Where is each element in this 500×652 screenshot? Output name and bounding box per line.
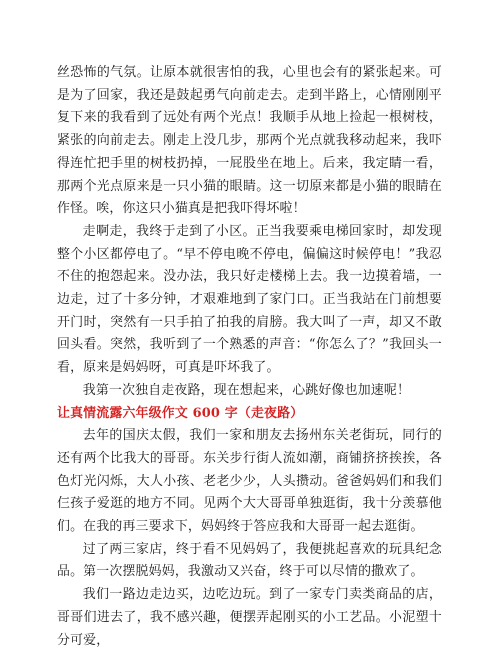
section-heading: 让真情流露六年级作文 600 字（走夜路） bbox=[57, 405, 304, 421]
paragraph-1: 丝恐怖的气氛。让原本就很害怕的我，心里也会有的紧张起来。可是为了回家，我还是鼓起勇气向前走去。走到半路上，心情刚刚平复下来的我看到了远处有两个光点！我顺手从地上捡起一根树枝，紧张的向前走去。刚走上没几步，那两个光点就我移动起来，我吓得连忙把手里的树枝扔掉，一屁股坐在地上。后来，我定睛一看，那两个光点原来是一只小猫的眼睛。这一切原来都是小猫的眼睛在作怪。唉，你这只小猫真是把我吓得坏啦！ bbox=[57, 65, 442, 217]
paragraph-5: 过了两三家店，终于看不见妈妈了，我便挑起喜欢的玩具纪念品。第一次摆脱妈妈，我激动又兴奋，终于可以尽情的撒欢了。 bbox=[57, 541, 442, 580]
paragraph-3: 我第一次独自走夜路，现在想起来，心跳好像也加速呢！ bbox=[82, 382, 411, 398]
paragraph-4: 去年的国庆太假，我们一家和朋友去扬州东关老街玩，同行的还有两个比我大的哥哥。东关步行街人流如潮，商铺挤挤挨挨，各色灯光闪烁，大人小孩、老老少少，人头攒动。爸爸妈妈们和我们仨孩子爱逛的地方不同。见两个大大哥哥单独逛街，我十分羡慕他们。在我的再三要求下，妈妈终于答应我和大哥哥一起去逛街。 bbox=[57, 428, 442, 535]
document-page bbox=[57, 62, 442, 652]
paragraph-6: 我们一路边走边买，边吃边玩。到了一家专门卖类商品的店，哥哥们进去了，我不感兴趣，便摆弄起刚买的小工艺品。小泥塑十分可爱， bbox=[57, 587, 442, 648]
paragraph-2: 走啊走，我终于走到了小区。正当我要乘电梯回家时，却发现整个小区都停电了。“早不停电晚不停电，偏偏这时候停电！”我忍不住的抱怨起来。没办法，我只好走楼梯上去。我一边摸着墙，一边走，过了十多分钟，才艰难地到了家门口。正当我站在门前想要开门时，突然有一只手拍了拍我的肩膀。我大叫了一声，却又不敢回头看。突然，我听到了一个熟悉的声音：“你怎么了？”我回头一看，原来是妈妈呀，可真是吓坏我了。 bbox=[57, 223, 442, 376]
